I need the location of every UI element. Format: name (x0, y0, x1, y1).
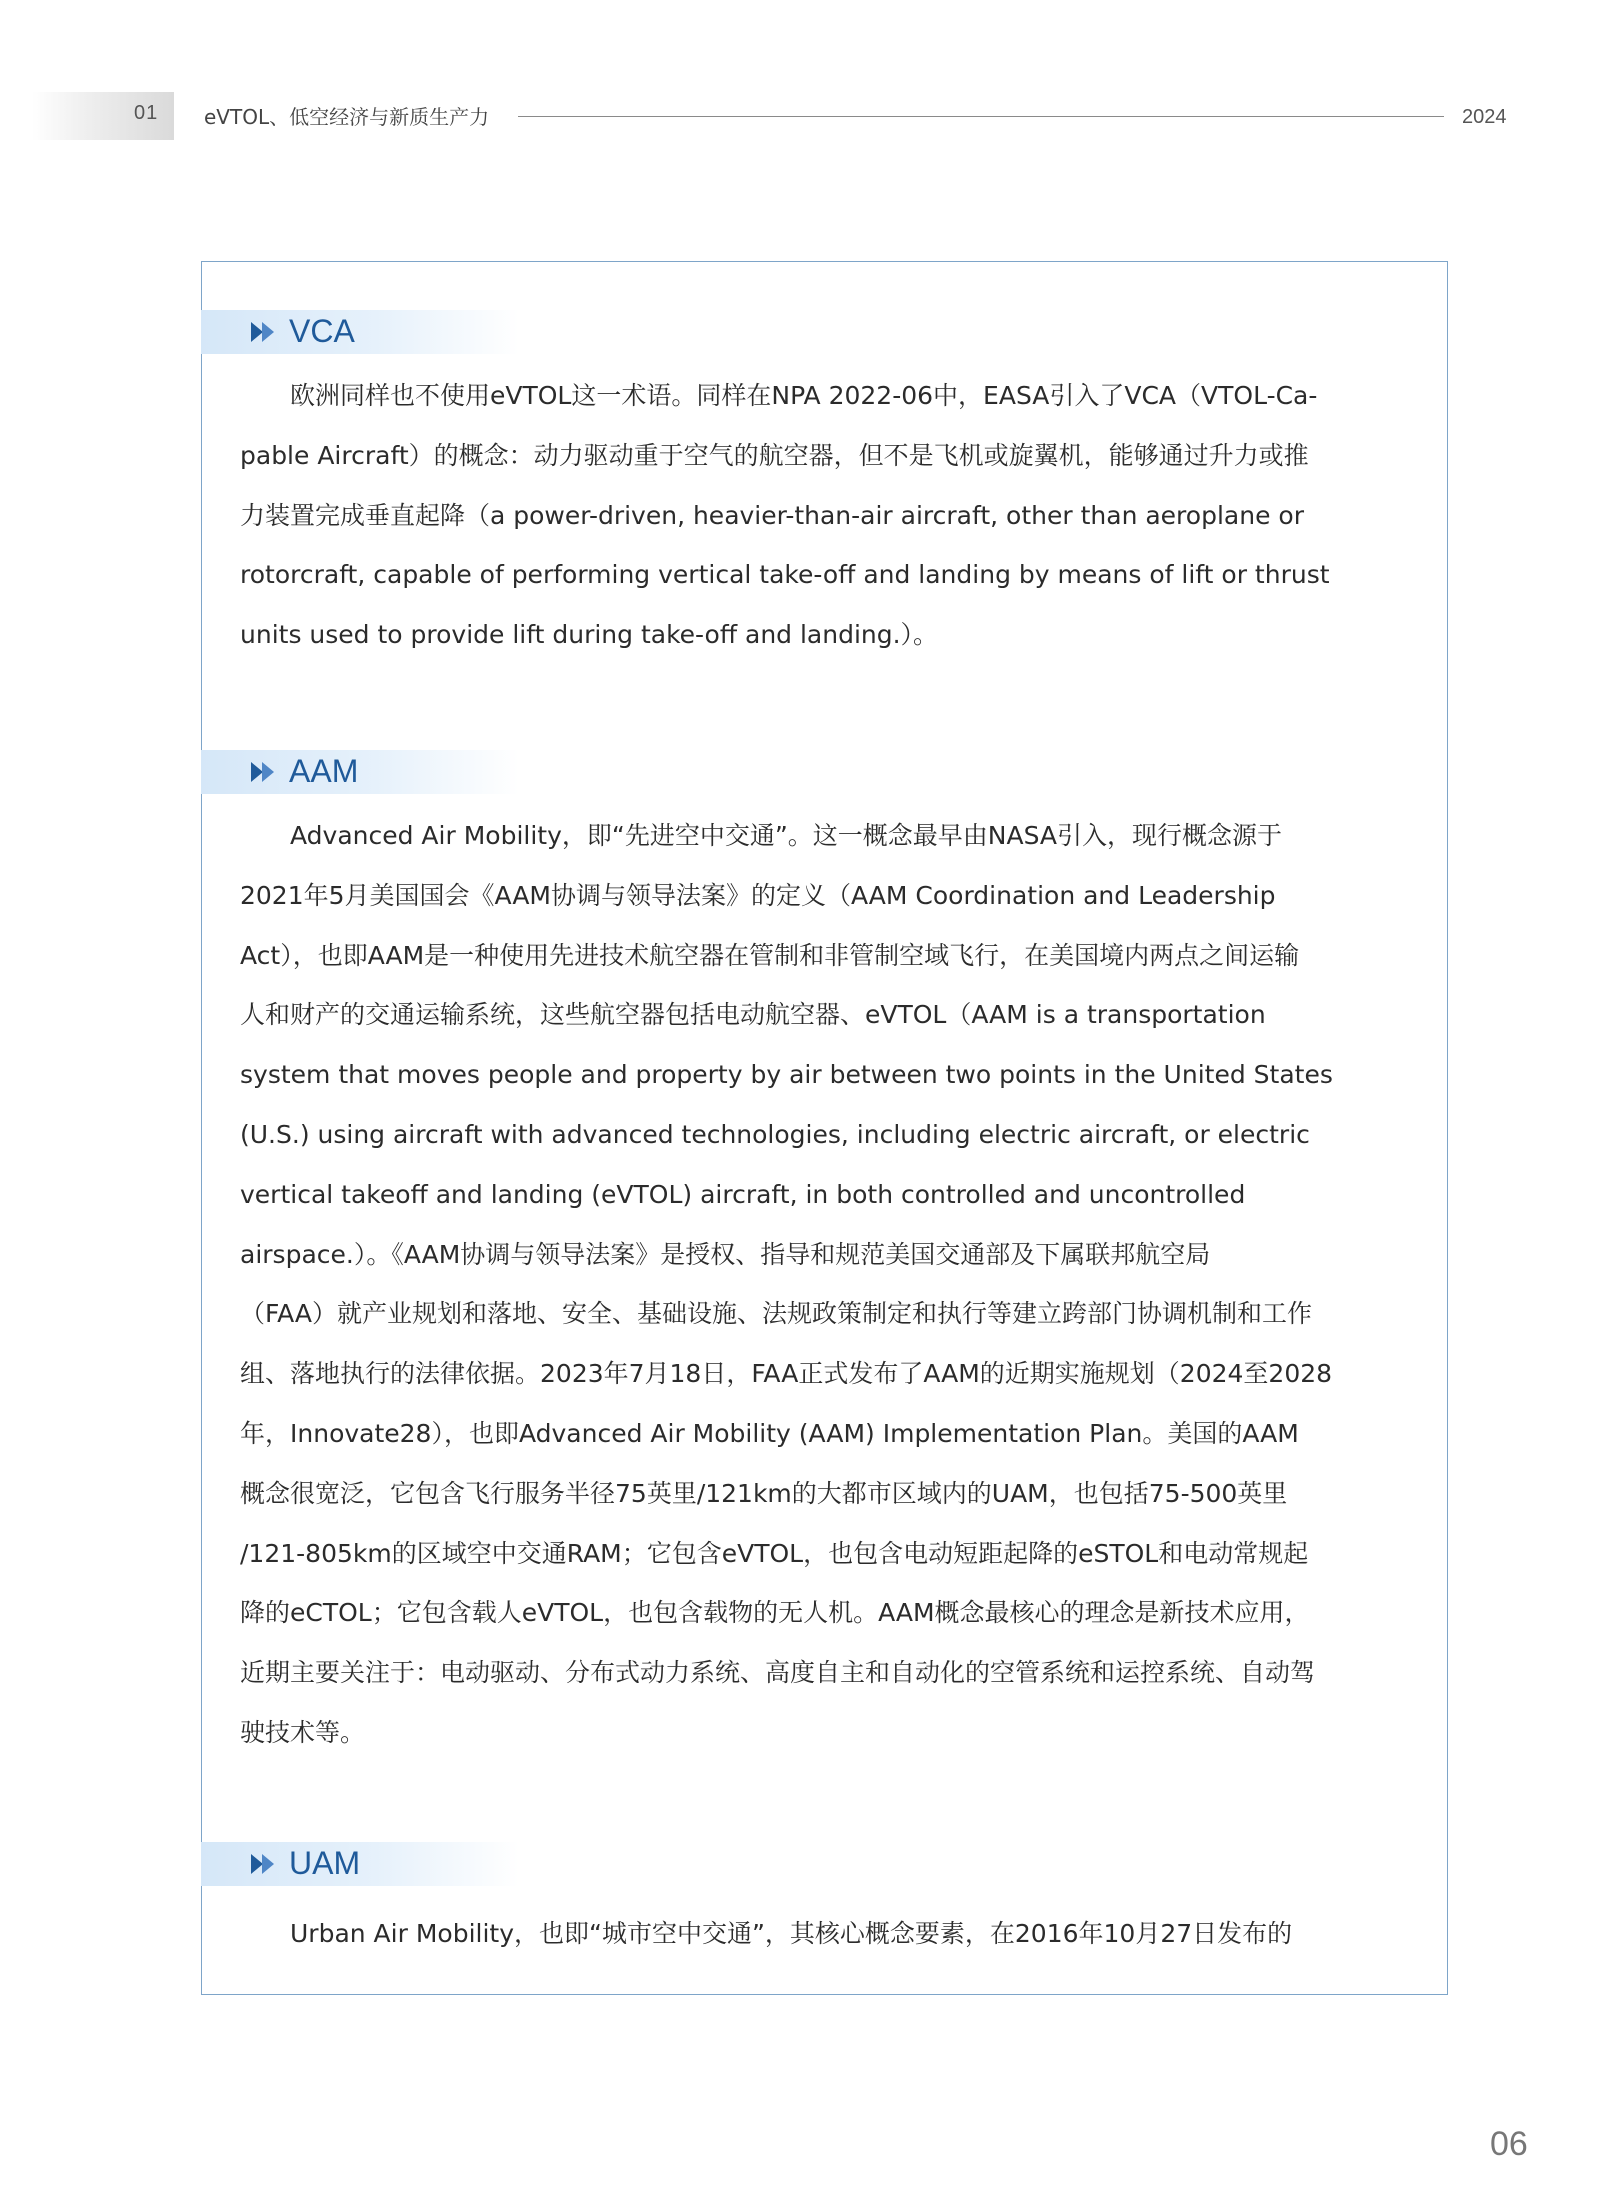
page-number: 06 (1490, 2125, 1528, 2163)
text-line: Act），也即AAM是一种使用先进技术航空器在管制和非管制空域飞行，在美国境内两点之间运输 (240, 940, 1300, 970)
text-line: 降的eCTOL；它包含载人eVTOL，也包含载物的无人机。AAM概念最核心的理念是新技术应用， (240, 1598, 1310, 1628)
text-line: 近期主要关注于：电动驱动、分布式动力系统、高度自主和自动化的空管系统和运控系统、自动驾 (240, 1658, 1316, 1688)
text-line: 人和财产的交通运输系统，这些航空器包括电动航空器、eVTOL（AAM is a transportation (240, 1000, 1266, 1030)
section-body-vca (240, 366, 1406, 665)
header-divider (518, 116, 1444, 117)
text-line: 概念很宽泛，它包含飞行服务半径75英里/121km的大都市区域内的UAM，也包括75-500英里 (240, 1478, 1288, 1508)
section-title: AAM (289, 753, 359, 789)
text-line: 驶技术等。 (240, 1717, 366, 1747)
section-heading-uam (201, 1842, 519, 1886)
text-line: （FAA）就产业规划和落地、安全、基础设施、法规政策制定和执行等建立跨部门协调机制和工作 (240, 1299, 1312, 1329)
section-heading-aam (201, 750, 519, 794)
text-line: 2021年5月美国国会《AAM协调与领导法案》的定义（AAM Coordination and Leadership (240, 880, 1276, 910)
chapter-title: eVTOL、低空经济与新质生产力 (204, 105, 490, 129)
text-line: (U.S.) using aircraft with advanced technologies, including electric aircraft, or electric (240, 1119, 1310, 1149)
text-line: vertical takeoff and landing (eVTOL) aircraft, in both controlled and uncontrolled (240, 1179, 1246, 1209)
section-body-uam (240, 1904, 1406, 1964)
text-line: 力装置完成垂直起降（a power-driven, heavier-than-air aircraft, other than aeroplane or (240, 500, 1304, 530)
double-arrow-icon (249, 760, 279, 784)
text-line: system that moves people and property by air between two points in the United States (240, 1060, 1333, 1090)
header-year: 2024 (1462, 106, 1507, 128)
text-line: Advanced Air Mobility，即“先进空中交通”。这一概念最早由NASA引入，现行概念源于 (240, 821, 1283, 850)
double-arrow-icon (249, 320, 279, 344)
text-line: 欧洲同样也不使用eVTOL这一术语。同样在NPA 2022-06中，EASA引入了VCA（VTOL-Ca- (240, 381, 1318, 410)
text-line: airspace.）。《AAM协调与领导法案》是授权、指导和规范美国交通部及下属联邦航空局 (240, 1239, 1211, 1269)
text-line: /121-805km的区域空中交通RAM；它包含eVTOL，也包含电动短距起降的eSTOL和电动常规起 (240, 1538, 1309, 1568)
section-body-aam (240, 806, 1406, 1763)
text-line: 年，Innovate28），也即Advanced Air Mobility (AAM) Implementation Plan。美国的AAM (240, 1418, 1299, 1448)
text-line: Urban Air Mobility，也即“城市空中交通”，其核心概念要素，在2016年10月27日发布的 (240, 1919, 1293, 1948)
text-line: pable Aircraft）的概念：动力驱动重于空气的航空器，但不是飞机或旋翼机，能够通过升力或推 (240, 440, 1309, 470)
section-title: VCA (289, 313, 355, 349)
text-line: rotorcraft, capable of performing vertical take-off and landing by means of lift or thrust (240, 560, 1330, 590)
double-arrow-icon (249, 1852, 279, 1876)
text-line: 组、落地执行的法律依据。2023年7月18日，FAA正式发布了AAM的近期实施规划（2024至2028 (240, 1359, 1333, 1389)
text-line: units used to provide lift during take-off and landing.）。 (240, 620, 939, 650)
chapter-number: 01 (134, 102, 159, 124)
section-title: UAM (289, 1845, 361, 1881)
section-heading-vca (201, 310, 519, 354)
